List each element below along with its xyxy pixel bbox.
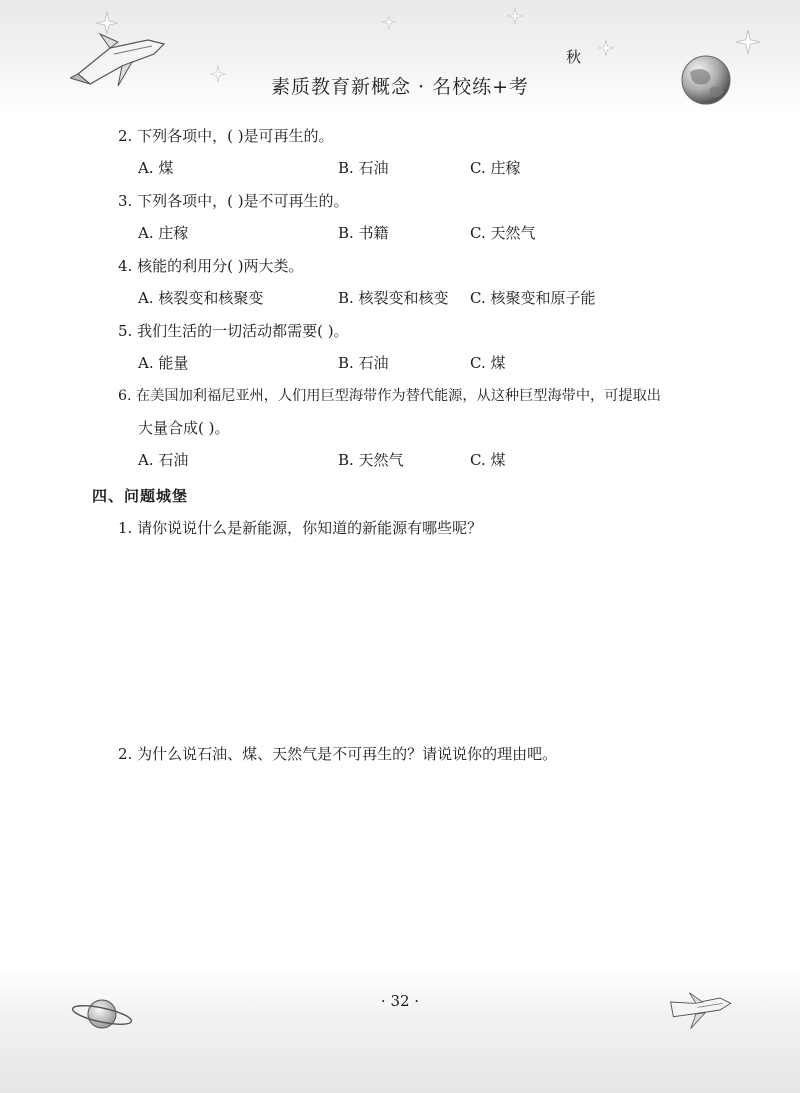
q3-option-c: C. 天然气	[470, 224, 536, 242]
q2-option-b: B. 石油	[338, 159, 389, 177]
answer-space-2[interactable]	[118, 772, 718, 952]
star-icon	[382, 15, 396, 29]
section-4-question-1: 1. 请你说说什么是新能源，你知道的新能源有哪些呢？	[118, 519, 483, 537]
q2-option-c: C. 庄稼	[470, 159, 521, 177]
question-5: 5. 我们生活的一切活动都需要( )。	[118, 322, 349, 340]
season-label: 秋	[566, 48, 582, 66]
answer-space-1[interactable]	[118, 545, 718, 735]
question-3: 3. 下列各项中，( )是不可再生的。	[118, 192, 349, 210]
page-title: 素质教育新概念 · 名校练+考	[270, 76, 530, 98]
q3-option-b: B. 书籍	[338, 224, 389, 242]
section-4-question-2: 2. 为什么说石油、煤、天然气是不可再生的？请说说你的理由吧。	[118, 745, 558, 763]
q4-option-a: A. 核裂变和核聚变	[138, 289, 264, 307]
star-icon	[507, 8, 523, 24]
question-6-line1: 6. 在美国加利福尼亚州，人们用巨型海带作为替代能源，从这种巨型海带中，可提取出	[118, 388, 661, 404]
q2-option-a: A. 煤	[138, 159, 174, 177]
q6-option-c: C. 煤	[470, 451, 506, 469]
q5-option-b: B. 石油	[338, 354, 389, 372]
star-icon	[598, 40, 614, 56]
q4-option-c: C. 核聚变和原子能	[470, 289, 596, 307]
star-icon	[736, 30, 760, 54]
question-2: 2. 下列各项中，( )是可再生的。	[118, 127, 334, 145]
q5-option-c: C. 煤	[470, 354, 506, 372]
section-4-title: 四、问题城堡	[92, 487, 189, 505]
q6-option-b: B. 天然气	[338, 451, 404, 469]
q4-option-b: B. 核裂变和核变	[338, 289, 449, 307]
q5-option-a: A. 能量	[138, 354, 189, 372]
page-number: · 32 ·	[380, 992, 420, 1010]
q6-option-a: A. 石油	[138, 451, 189, 469]
question-6-line2: 大量合成( )。	[138, 419, 230, 437]
q3-option-a: A. 庄稼	[138, 224, 189, 242]
question-4: 4. 核能的利用分( )两大类。	[118, 257, 304, 275]
